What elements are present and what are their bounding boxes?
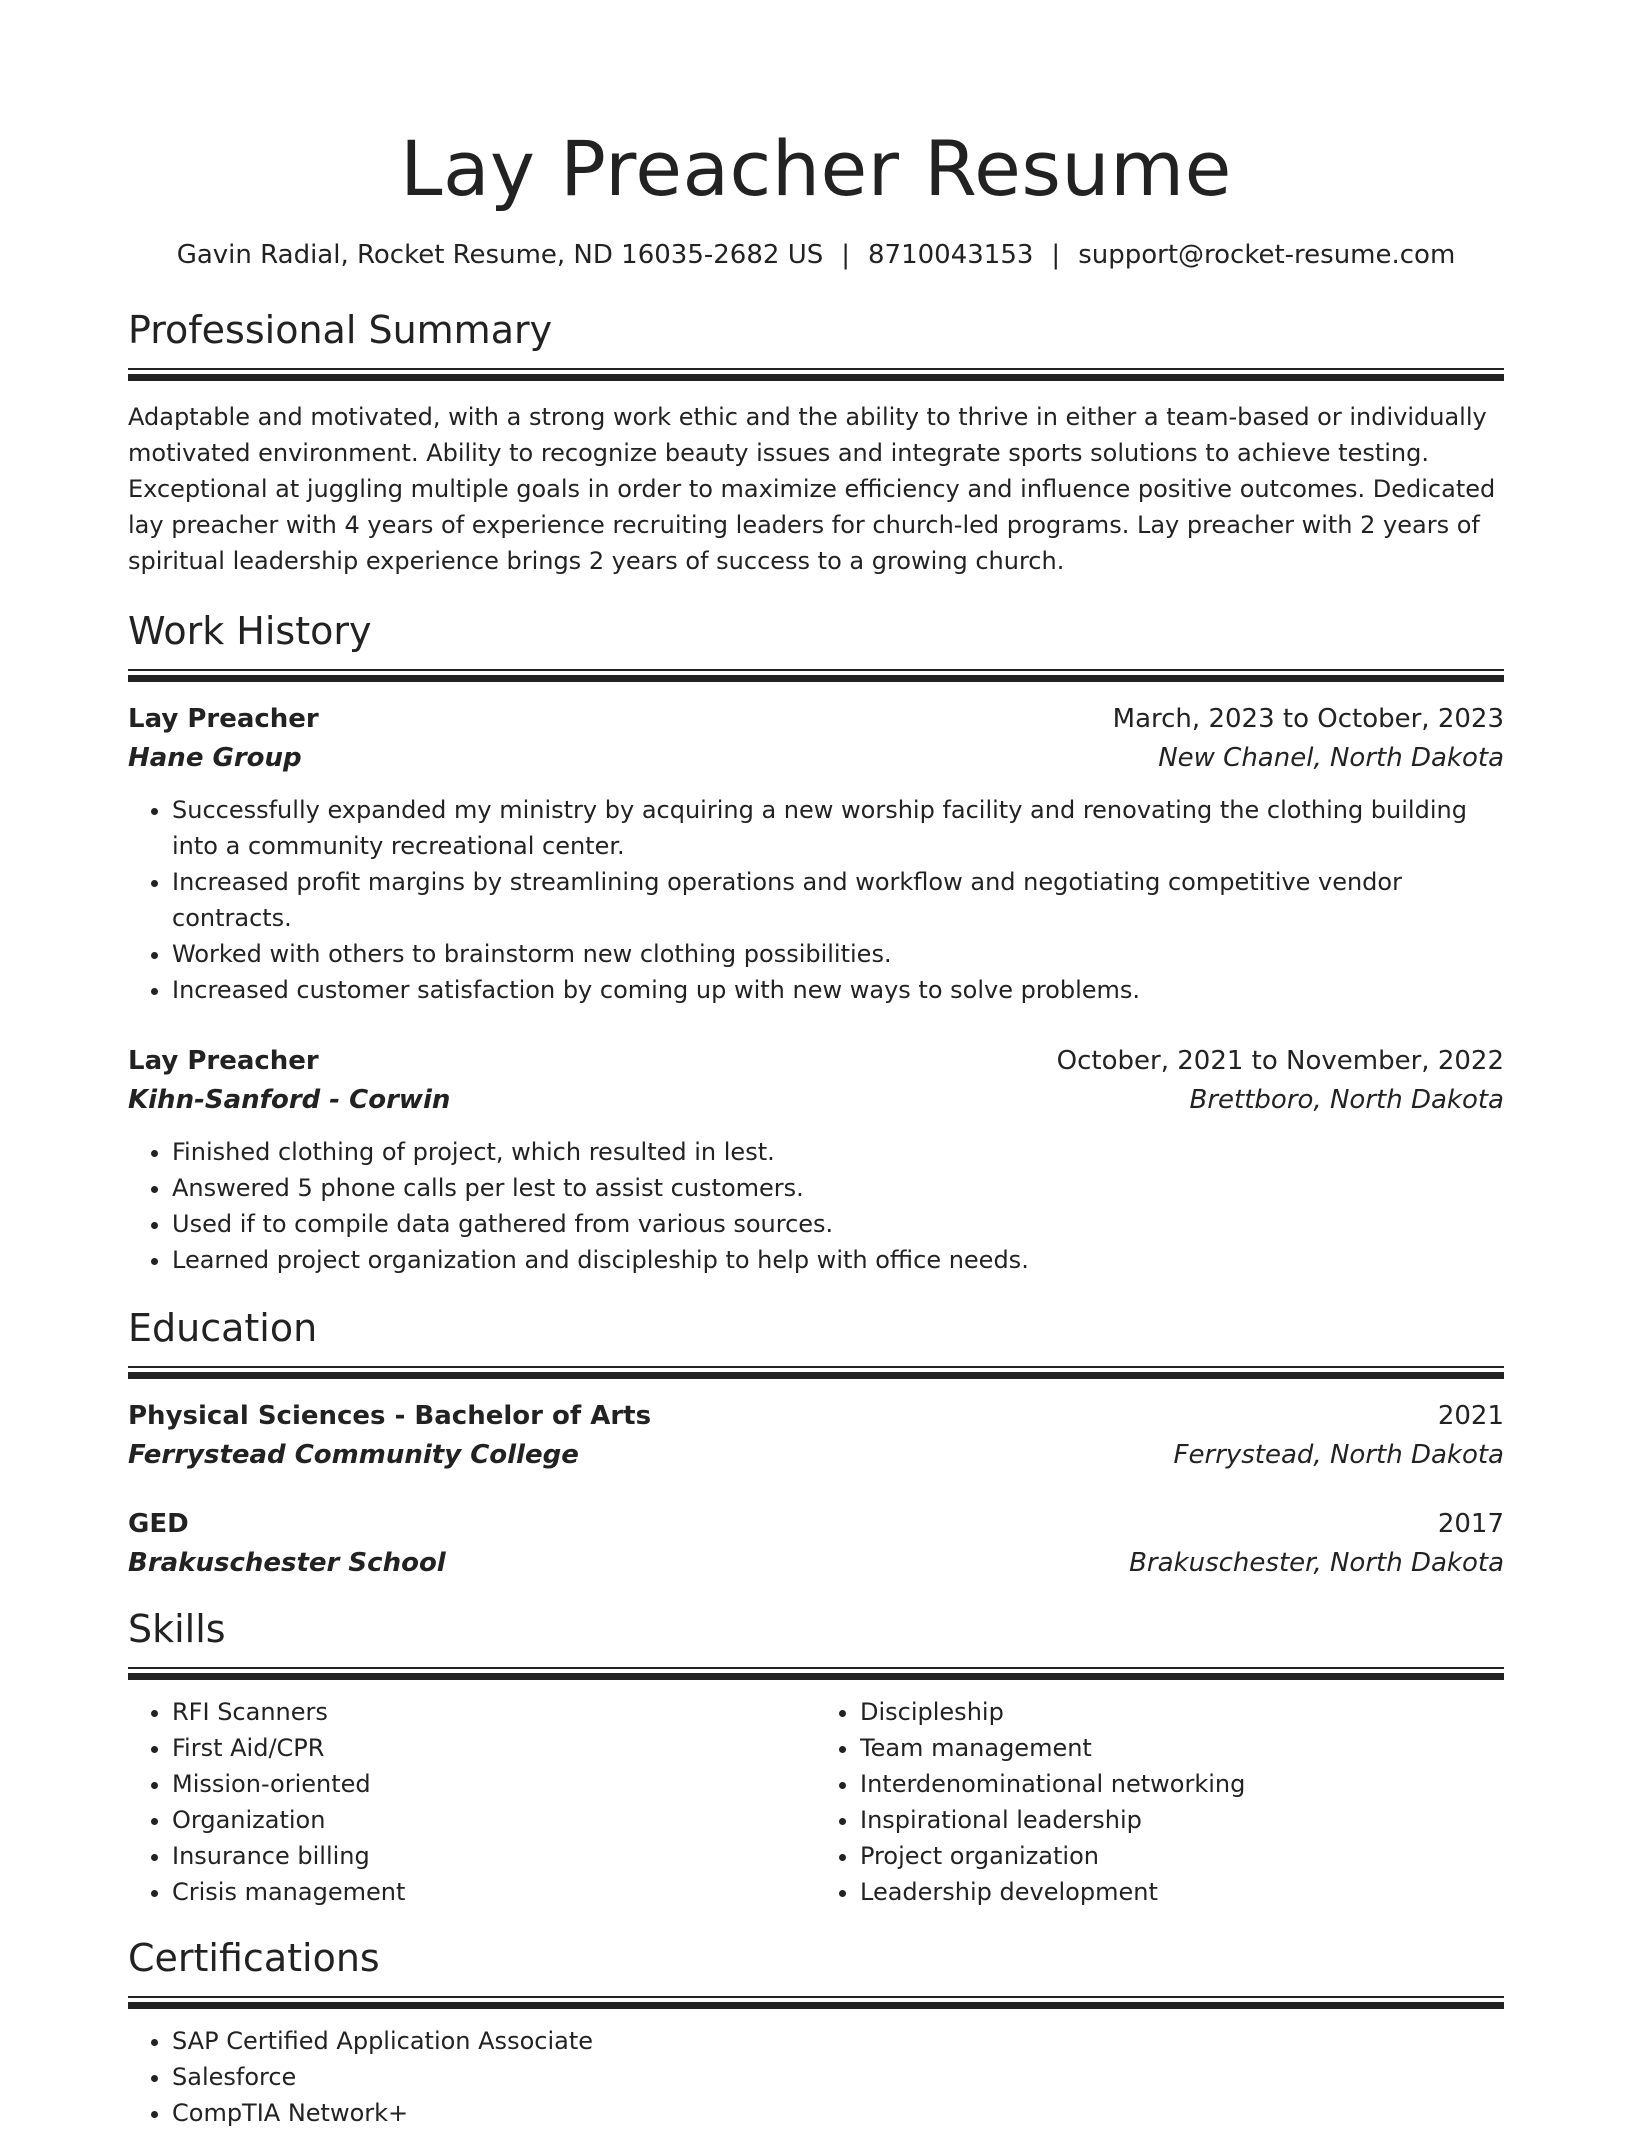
skills-columns	[128, 1694, 1504, 1910]
job-title: Lay Preacher	[128, 704, 319, 734]
certifications-list	[128, 2023, 1504, 2131]
certifications-section	[128, 1934, 1504, 2131]
job-bullets	[128, 1134, 1504, 1278]
skills-list-right	[816, 1694, 1504, 1910]
job-bullet: • Learned project organization and discipleship to help with office needs.	[172, 1242, 1504, 1278]
education-school-row	[128, 1543, 1504, 1583]
education-entry	[128, 1397, 1504, 1475]
skill-item: • Insurance billing	[172, 1838, 816, 1874]
job-bullet: • Increased profit margins by streamlining operations and workflow and negotiating competitive vendor contracts.	[172, 864, 1504, 936]
contact-separator: |	[841, 240, 850, 270]
work-history-heading: Work History	[128, 609, 372, 653]
education-header-row	[128, 1397, 1504, 1435]
contact-separator: |	[1051, 240, 1061, 270]
certification-item: • Salesforce	[172, 2059, 1504, 2095]
section-divider-thick	[128, 1372, 1504, 1379]
education-location: Ferrystead, North Dakota	[1173, 1440, 1504, 1470]
certifications-heading: Certifications	[128, 1936, 380, 1980]
education-location: Brakuschester, North Dakota	[1129, 1548, 1504, 1578]
job-bullet: • Increased customer satisfaction by coming up with new ways to solve problems.	[172, 972, 1504, 1008]
certification-item: • CompTIA Network+	[172, 2095, 1504, 2131]
contact-email: support@rocket-resume.com	[1078, 240, 1456, 270]
section-divider-thick	[128, 374, 1504, 381]
section-divider-thick	[128, 1673, 1504, 1680]
skill-item: • Leadership development	[860, 1874, 1504, 1910]
section-divider-thin	[128, 669, 1504, 671]
summary-section	[128, 306, 1504, 579]
skill-item: • Team management	[860, 1730, 1504, 1766]
job-dates: October, 2021 to November, 2022	[1056, 1046, 1504, 1076]
job-dates: March, 2023 to October, 2023	[1112, 704, 1504, 734]
section-divider-thin	[128, 1996, 1504, 1998]
job-bullets	[128, 792, 1504, 1008]
contact-line	[128, 238, 1504, 272]
job-header-row	[128, 1042, 1504, 1080]
skill-item: • Interdenominational networking	[860, 1766, 1504, 1802]
skills-section	[128, 1605, 1504, 1910]
skill-item: • Inspirational leadership	[860, 1802, 1504, 1838]
summary-heading: Professional Summary	[128, 308, 553, 352]
job-company-row	[128, 1080, 1504, 1120]
job-bullet: • Successfully expanded my ministry by acquiring a new worship facility and renovating the clothing building into a community recreational center.	[172, 792, 1504, 864]
skill-item: • Crisis management	[172, 1874, 816, 1910]
education-year: 2017	[1437, 1509, 1504, 1539]
contact-phone: 8710043153	[868, 240, 1034, 270]
education-school: Brakuschester School	[128, 1548, 446, 1578]
skills-heading: Skills	[128, 1607, 226, 1651]
section-divider-thin	[128, 1667, 1504, 1669]
section-divider-thick	[128, 2002, 1504, 2009]
contact-address: Gavin Radial, Rocket Resume, ND 16035-2682 US	[176, 240, 824, 270]
skill-item: • Discipleship	[860, 1694, 1504, 1730]
job-location: Brettboro, North Dakota	[1189, 1085, 1504, 1115]
job-company: Hane Group	[128, 743, 302, 773]
skills-list-left	[128, 1694, 816, 1910]
skill-item: • Project organization	[860, 1838, 1504, 1874]
job-entry	[128, 700, 1504, 1008]
education-school: Ferrystead Community College	[128, 1440, 579, 1470]
skill-item: • RFI Scanners	[172, 1694, 816, 1730]
job-header-row	[128, 700, 1504, 738]
summary-text: Adaptable and motivated, with a strong work ethic and the ability to thrive in either a team-based or individually motivated environment. Ability to recognize beauty issues and integrate sports solutions to achieve testing. Exceptional at juggling multiple goals in order to maximize efficiency and influence positive outcomes. Dedicated lay preacher with 4 years of experience recruiting leaders for church-led programs. Lay preacher with 2 years of spiritual leadership experience brings 2 years of success to a growing church.	[128, 403, 1496, 575]
job-company-row	[128, 738, 1504, 778]
resume-title: Lay Preacher Resume	[400, 124, 1232, 213]
education-year: 2021	[1437, 1401, 1504, 1431]
education-header-row	[128, 1505, 1504, 1543]
job-entry	[128, 1042, 1504, 1278]
section-divider-thin	[128, 368, 1504, 370]
certification-item: • SAP Certified Application Associate	[172, 2023, 1504, 2059]
skill-item: • Mission-oriented	[172, 1766, 816, 1802]
education-heading: Education	[128, 1306, 318, 1350]
section-divider-thick	[128, 675, 1504, 682]
skill-item: • Organization	[172, 1802, 816, 1838]
job-bullet: • Worked with others to brainstorm new clothing possibilities.	[172, 936, 1504, 972]
education-section	[128, 1304, 1504, 1583]
education-school-row	[128, 1435, 1504, 1475]
skill-item: • First Aid/CPR	[172, 1730, 816, 1766]
work-history-section	[128, 607, 1504, 1278]
job-title: Lay Preacher	[128, 1046, 319, 1076]
job-bullet: • Answered 5 phone calls per lest to assist customers.	[172, 1170, 1504, 1206]
job-company: Kihn-Sanford - Corwin	[128, 1085, 451, 1115]
job-location: New Chanel, North Dakota	[1158, 743, 1504, 773]
education-degree: GED	[128, 1509, 189, 1539]
job-bullet: • Finished clothing of project, which resulted in lest.	[172, 1134, 1504, 1170]
job-bullet: • Used if to compile data gathered from various sources.	[172, 1206, 1504, 1242]
education-degree: Physical Sciences - Bachelor of Arts	[128, 1401, 652, 1431]
section-divider-thin	[128, 1366, 1504, 1368]
education-entry	[128, 1505, 1504, 1583]
